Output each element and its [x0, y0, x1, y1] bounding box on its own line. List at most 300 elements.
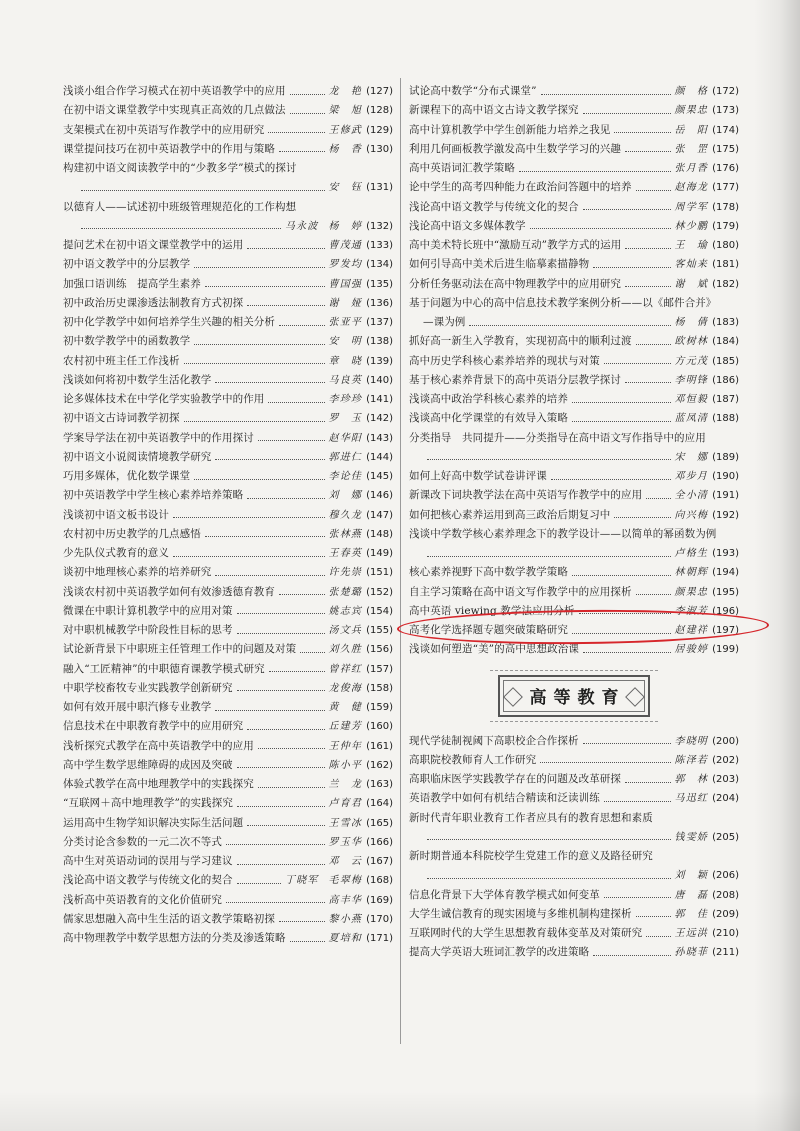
toc-entry-line [63, 698, 393, 717]
toc-entry-line [63, 371, 393, 390]
toc-entry-line [409, 409, 739, 428]
toc-entry-author: 宋 娜 [674, 451, 709, 463]
toc-entry-line [409, 809, 739, 828]
toc-entry-page: (129) [366, 124, 393, 136]
toc-entry-page: (151) [366, 567, 393, 579]
toc-entry-title: 初中英语教学中学生核心素养培养策略 [63, 489, 244, 502]
section-title: 高等教育 [529, 688, 626, 708]
toc-entry-page: (146) [366, 490, 393, 502]
toc-entry-title: 加强口语训练 提高学生素养 [63, 277, 201, 290]
toc-entry-line [409, 236, 739, 255]
toc-entry-page: (159) [366, 702, 393, 713]
dot-leader [279, 150, 325, 152]
toc-entry [63, 332, 393, 351]
toc-entry [409, 121, 739, 140]
toc-entry-page: (144) [366, 451, 393, 463]
toc-entry-line [409, 770, 739, 789]
dot-leader [194, 478, 324, 480]
toc-entry-title: 初中化学教学中如何培养学生兴趣的相关分析 [63, 316, 275, 328]
toc-entry-title: 体验式教学在高中地理教学中的实践探究 [63, 778, 254, 790]
toc-entry-line [63, 275, 393, 294]
dot-leader [279, 324, 325, 326]
toc-entry-title: 浅析高中英语教育的文化价值研究 [63, 893, 222, 906]
toc-entry-line [63, 660, 393, 679]
toc-entry-line [409, 467, 739, 486]
toc-entry-page: (180) [712, 240, 739, 251]
dot-leader [625, 247, 670, 249]
toc-entry [409, 943, 739, 962]
toc-entry-title: 新课程下的高中语文古诗文教学探究 [409, 104, 579, 117]
toc-entry-line [63, 891, 393, 910]
toc-entry [63, 467, 393, 486]
toc-entry-author: 郭进仁 [328, 451, 363, 463]
section-title-frame [498, 675, 650, 717]
toc-entry-author: 赵建祥 [674, 625, 709, 636]
dot-leader [247, 824, 324, 826]
dot-leader [572, 420, 671, 422]
toc-entry-author: 张亚平 [328, 317, 363, 328]
toc-entry [63, 775, 393, 794]
toc-entry-author: 李珍珍 [328, 394, 363, 405]
toc-entry-line [409, 886, 739, 905]
toc-entry-title: 学案导学法在初中英语教学中的作用探讨 [63, 431, 254, 444]
toc-entry-line [63, 178, 393, 197]
toc-entry-title: 信息技术在中职教育教学中的应用研究 [63, 720, 244, 733]
dot-leader [593, 954, 670, 956]
toc-entry-page: (149) [366, 548, 393, 559]
dot-leader [290, 940, 325, 942]
toc-entry-page: (132) [366, 220, 393, 232]
toc-entry-page: (170) [366, 913, 393, 925]
toc-entry [63, 891, 393, 910]
toc-entry [63, 159, 393, 198]
toc-entry [63, 448, 393, 467]
toc-entry-author: 客灿来 [674, 259, 709, 271]
toc-entry-title: 谈初中地理核心素养的培养研究 [63, 566, 212, 579]
toc-entry-title: 高职临床医学实践教学存在的问题及改革研探 [409, 773, 621, 785]
toc-entry-author: 穆久龙 [328, 509, 363, 521]
dot-leader [427, 458, 671, 460]
dot-leader [604, 800, 671, 802]
toc-entry-title: 初中语文古诗词教学初探 [63, 412, 180, 425]
toc-entry-line [63, 814, 393, 833]
toc-entry [63, 871, 393, 890]
toc-entry-line [409, 371, 739, 390]
toc-entry-author: 黄 健 [328, 702, 363, 713]
toc-entry-title: 浅论高中语文多媒体教学 [409, 219, 526, 232]
toc-entry [409, 82, 739, 101]
toc-entry-page: (178) [712, 201, 739, 213]
toc-entry [409, 371, 739, 390]
toc-entry-title: 少先队仪式教育的意义 [63, 547, 169, 559]
toc-entry-author: 刘 颖 [674, 870, 709, 882]
toc-entry-title: 微课在中职计算机教学中的应用对策 [63, 604, 233, 617]
toc-entry-page: (196) [712, 605, 739, 617]
toc-entry-line [409, 789, 739, 808]
toc-entry-title: 提问艺术在初中语文课堂教学中的运用 [63, 239, 244, 251]
dot-leader [427, 555, 671, 557]
toc-entry-page: (208) [712, 889, 739, 901]
dot-leader [636, 189, 671, 191]
toc-entry-line [63, 910, 393, 929]
toc-entry [409, 732, 739, 751]
toc-entry-title: “互联网＋高中地理教学”的实践探究 [63, 797, 233, 810]
toc-entry [63, 429, 393, 448]
toc-entry-page: (189) [712, 451, 739, 463]
toc-entry-author: 李淑芳 [674, 605, 709, 617]
toc-entry-author: 夏培和 [328, 933, 363, 944]
toc-entry [409, 905, 739, 924]
toc-entry [409, 809, 739, 848]
toc-entry-page: (177) [712, 182, 739, 194]
toc-entry [63, 698, 393, 717]
toc-entry-title: 构建初中语文阅读教学中的“少教多学”模式的探讨 [63, 162, 297, 174]
toc-entry-author: 李晓明 [674, 735, 709, 747]
toc-entry-page: (133) [366, 240, 393, 251]
toc-entry-author: 王 瑜 [674, 240, 709, 251]
toc-entry-line [409, 905, 739, 924]
toc-entry [409, 924, 739, 943]
dot-leader [269, 670, 325, 672]
toc-entry-page: (161) [366, 740, 393, 752]
toc-entry-title: 支架模式在初中英语写作教学中的应用研究 [63, 123, 265, 136]
dot-leader [300, 651, 324, 653]
toc-entry-page: (137) [366, 317, 393, 328]
toc-entry [409, 847, 739, 886]
toc-entry [63, 717, 393, 736]
toc-entry-line [63, 525, 393, 544]
toc-entry-line [409, 563, 739, 582]
toc-entry-author: 罗 玉 [328, 413, 363, 425]
dot-leader [184, 362, 325, 364]
toc-entry-line [63, 775, 393, 794]
toc-entry-author: 邓 云 [328, 856, 363, 867]
toc-entry-page: (197) [712, 625, 739, 636]
toc-entry-title: 分类指导 共同提升——分类指导在高中语文写作指导中的应用 [409, 431, 706, 444]
toc-entry-title: 浅析探究式教学在高中英语教学中的应用 [63, 739, 254, 752]
toc-entry-author: 唐 磊 [674, 889, 709, 901]
toc-right-bottom-list [409, 732, 739, 963]
toc-entry-page: (131) [366, 182, 393, 194]
toc-entry [63, 236, 393, 255]
toc-entry-page: (195) [712, 586, 739, 598]
toc-entry-title: 如何引导高中美术后进生临摹素描静物 [409, 258, 590, 271]
toc-entry-title: 浅论高中语文教学与传统文化的契合 [63, 874, 233, 887]
toc-entry-author: 王仲年 [328, 740, 363, 752]
dot-leader [81, 227, 281, 229]
toc-entry-page: (211) [712, 947, 739, 959]
toc-entry-page: (134) [366, 259, 393, 271]
toc-entry [409, 178, 739, 197]
dot-leader [614, 131, 670, 133]
toc-entry [63, 929, 393, 948]
dot-leader [247, 728, 324, 730]
toc-entry-title: 抓好高一新生入学教育，实现初高中的顺利过渡 [409, 335, 632, 348]
toc-entry-page: (191) [712, 490, 739, 502]
toc-entry-page: (190) [712, 471, 739, 482]
toc-entry-title: 信息化背景下大学体育教学模式如何变革 [409, 888, 600, 901]
toc-entry-line [409, 332, 739, 351]
dot-leader [237, 632, 325, 634]
toc-entry [409, 140, 739, 159]
toc-entry-page: (183) [712, 317, 739, 328]
toc-entry-line [63, 621, 393, 640]
toc-entry-line [63, 506, 393, 525]
toc-entry-author: 向兴梅 [674, 509, 709, 521]
toc-entry-title: 浅谈中学数学核心素养理念下的教学设计——以简单的幂函数为例 [409, 527, 717, 540]
toc-entry-title: 新课改下词块教学法在高中英语写作教学中的应用 [409, 489, 643, 502]
toc-entry-line [63, 294, 393, 313]
toc-entry-page: (199) [712, 644, 739, 656]
toc-entry-author: 邓恒毅 [674, 394, 709, 405]
toc-entry-page: (163) [366, 779, 393, 790]
toc-entry-title: 融入“工匠精神”的中职德育课教学模式研究 [63, 662, 265, 675]
toc-entry-line [409, 544, 739, 563]
toc-entry-page: (176) [712, 163, 739, 174]
dot-leader [583, 651, 671, 653]
toc-entry-line [63, 390, 393, 409]
toc-entry-line [63, 833, 393, 852]
toc-entry [409, 236, 739, 255]
dot-leader [636, 593, 671, 595]
dot-leader [625, 150, 671, 152]
toc-entry [63, 833, 393, 852]
toc-entry [409, 486, 739, 505]
toc-entry-page: (148) [366, 528, 393, 540]
dot-leader [530, 227, 671, 229]
toc-entry-author: 全小清 [674, 490, 709, 502]
toc-entry-page: (172) [712, 86, 739, 97]
dot-leader [194, 343, 324, 345]
toc-entry-title: 高中历史学科核心素养培养的现状与对策 [409, 354, 600, 367]
dot-leader [427, 877, 671, 879]
toc-entry-title: 大学生诚信教育的现实困境与多维机制构建探析 [409, 907, 632, 920]
toc-entry-title: 新时代青年职业教育工作者应具有的教育思想和素质 [409, 811, 653, 824]
page-fold-shadow [754, 0, 800, 1131]
toc-entry-line [409, 751, 739, 770]
toc-entry-title: 利用几何画板教学激发高中生数学学习的兴趣 [409, 142, 621, 155]
toc-entry-line [63, 871, 393, 890]
toc-entry-line [63, 409, 393, 428]
toc-entry-page: (200) [712, 735, 739, 747]
toc-entry-line [63, 159, 393, 178]
toc-entry-title: 现代学徒制视阈下高职校企合作探析 [409, 734, 579, 747]
toc-entry-page: (165) [366, 817, 393, 829]
toc-entry-page: (128) [366, 105, 393, 117]
toc-entry-page: (202) [712, 754, 739, 766]
toc-entry-page: (187) [712, 394, 739, 405]
dot-leader [614, 516, 670, 518]
toc-entry-title: 浅谈如何将初中数学生活化教学 [63, 373, 212, 386]
toc-entry-page: (135) [366, 278, 393, 290]
toc-entry-line [63, 602, 393, 621]
toc-entry-author: 曹国强 [328, 278, 363, 290]
toc-entry-line [63, 198, 393, 217]
toc-entry-page: (169) [366, 894, 393, 906]
toc-entry-title: 核心素养视野下高中数学教学策略 [409, 566, 568, 579]
toc-entry-author: 毛翠梅 [328, 875, 363, 887]
toc-entry-title: 自主学习策略在高中语文写作教学中的应用探析 [409, 585, 632, 598]
toc-entry-author: 刘 娜 [328, 490, 363, 502]
toc-entry-author: 张月香 [674, 163, 709, 174]
dot-leader [551, 478, 671, 480]
toc-entry-line [409, 943, 739, 962]
toc-entry-author: 居骏婷 [674, 644, 709, 656]
toc-entry-author: 赵华阳 [328, 432, 363, 444]
toc-entry-author: 孙晓菲 [674, 947, 709, 959]
toc-entry-author: 王雪冰 [328, 817, 363, 829]
toc-entry-author: 钱雯娇 [674, 831, 709, 843]
toc-entry [63, 602, 393, 621]
toc-entry-title: 论中学生的高考四种能力在政治问答题中的培养 [409, 181, 632, 194]
toc-entry-author: 许先崇 [328, 567, 363, 579]
toc-entry [409, 506, 739, 525]
toc-entry-title: 分析任务驱动法在高中物理教学中的应用研究 [409, 277, 621, 290]
dot-leader [268, 131, 324, 133]
toc-entry-title: 儒家思想融入高中生生活的语文教学策略初探 [63, 912, 275, 925]
toc-entry-line [409, 313, 739, 332]
toc-entry-line [409, 217, 739, 236]
dot-leader [226, 843, 325, 845]
toc-entry-author: 杨 倩 [674, 317, 709, 328]
toc-entry-page: (145) [366, 471, 393, 482]
toc-entry [63, 640, 393, 659]
dot-leader [215, 574, 324, 576]
toc-entry-line [63, 467, 393, 486]
dot-leader [290, 93, 325, 95]
toc-entry-line [63, 352, 393, 371]
toc-entry-author: 罗玉华 [328, 836, 363, 848]
toc-entry-line [409, 429, 739, 448]
toc-entry-author: 丘建芳 [328, 721, 363, 733]
toc-entry-line [409, 294, 739, 313]
toc-entry-title: 课堂提问技巧在初中英语教学中的作用与策略 [63, 142, 275, 155]
toc-entry-line [63, 756, 393, 775]
toc-entry-page: (136) [366, 297, 393, 309]
toc-entry-author: 马良英 [328, 374, 363, 386]
toc-entry-author: 黎小燕 [328, 913, 363, 925]
toc-entry [63, 371, 393, 390]
toc-entry [409, 429, 739, 468]
toc-entry-line [409, 82, 739, 101]
toc-entry-title: 互联网时代的大学生思想教育载体变革及对策研究 [409, 927, 643, 939]
dot-leader [237, 863, 325, 865]
toc-entry-author: 曾祥红 [328, 663, 363, 675]
toc-entry-title: 以德育人——试述初中班级管理规范化的工作构想 [63, 200, 297, 213]
toc-entry-author: 林朝辉 [674, 567, 709, 579]
toc-entry-page: (147) [366, 509, 393, 521]
dot-leader [258, 786, 325, 788]
toc-entry-author: 王远洪 [674, 928, 709, 939]
toc-entry-line [63, 101, 393, 120]
toc-entry-line [63, 313, 393, 332]
toc-entry-page: (192) [712, 509, 739, 521]
toc-entry-author: 颜果忠 [674, 105, 709, 117]
toc-entry-line [63, 140, 393, 159]
toc-entry [63, 544, 393, 563]
toc-entry-author: 杨 香 [328, 143, 363, 155]
toc-entry [409, 886, 739, 905]
toc-entry [63, 140, 393, 159]
toc-entry-line [63, 583, 393, 602]
toc-entry-author: 欧树林 [674, 336, 709, 348]
toc-entry-page: (194) [712, 567, 739, 579]
toc-entry-author: 安 明 [328, 336, 363, 348]
toc-entry [63, 506, 393, 525]
toc-entry-author: 高丰华 [328, 894, 363, 906]
toc-entry-title: 中职学校畜牧专业实践教学创新研究 [63, 681, 233, 694]
toc-entry-title: 高中美术特长班中“激励互动”教学方式的运用 [409, 239, 622, 251]
toc-entry-author: 李明锋 [674, 374, 709, 386]
toc-entry-author: 王修武 [328, 124, 363, 136]
toc-entry-line [409, 101, 739, 120]
toc-entry-line [63, 332, 393, 351]
toc-entry [63, 101, 393, 120]
dot-leader [604, 362, 671, 364]
dot-leader [541, 93, 671, 95]
dot-leader [237, 882, 281, 884]
dot-leader [646, 497, 670, 499]
dot-leader [636, 915, 671, 917]
toc-entry-author: 李论佳 [328, 471, 363, 482]
toc-entry [63, 583, 393, 602]
toc-entry-title: 巧用多媒体，优化数学课堂 [63, 470, 191, 482]
toc-entry-author: 颜果忠 [674, 586, 709, 598]
toc-entry-line [409, 583, 739, 602]
toc-entry-title: 试论新背景下中职班主任管理工作中的问题及对策 [63, 643, 297, 656]
dot-leader [540, 761, 670, 763]
dot-leader [173, 555, 325, 557]
toc-entry [409, 217, 739, 236]
toc-entry [409, 789, 739, 808]
toc-entry-author: 罗发均 [328, 259, 363, 271]
toc-entry-title: 高中英语 viewing 教学法应用分析 [409, 604, 575, 617]
page-bottom-shadow [0, 1091, 800, 1131]
toc-entry [409, 101, 739, 120]
toc-entry-line [409, 828, 739, 847]
toc-entry-title: 高中生对英语动词的误用与学习建议 [63, 855, 233, 867]
dot-leader [247, 247, 324, 249]
ornament-left-icon [503, 687, 523, 707]
toc-entry-page: (174) [712, 124, 739, 136]
toc-entry-page: (206) [712, 870, 739, 882]
toc-entry-author: 张楚璐 [328, 586, 363, 598]
toc-entry-page: (152) [366, 586, 393, 598]
toc-entry-title: 浅谈如何塑造“美”的高中思想政治课 [409, 643, 579, 656]
dot-leader [215, 709, 324, 711]
dot-leader [427, 838, 671, 840]
toc-entry-coauthor: 丁晓军 [284, 875, 319, 887]
dot-leader [636, 343, 671, 345]
toc-entry-author: 马迅红 [674, 793, 709, 805]
dot-leader [226, 901, 325, 903]
toc-entry-title: 浅谈初中语文板书设计 [63, 508, 169, 521]
toc-entry-title: 高中学生数学思维障碍的成因及突破 [63, 758, 233, 771]
toc-entry-line [409, 732, 739, 751]
toc-entry [409, 563, 739, 582]
dot-leader [583, 112, 671, 114]
toc-entry-title: 论多媒体技术在中学化学实验教学中的作用 [63, 393, 265, 405]
toc-entry-page: (204) [712, 793, 739, 805]
toc-entry [63, 660, 393, 679]
toc-left-column [63, 82, 393, 948]
toc-entry-page: (142) [366, 413, 393, 425]
toc-entry-page: (171) [366, 933, 393, 944]
dot-leader [583, 742, 671, 744]
toc-entry-author: 姚志宾 [328, 605, 363, 617]
toc-entry-title: 如何上好高中数学试卷讲评课 [409, 470, 547, 482]
toc-entry-line [409, 255, 739, 274]
